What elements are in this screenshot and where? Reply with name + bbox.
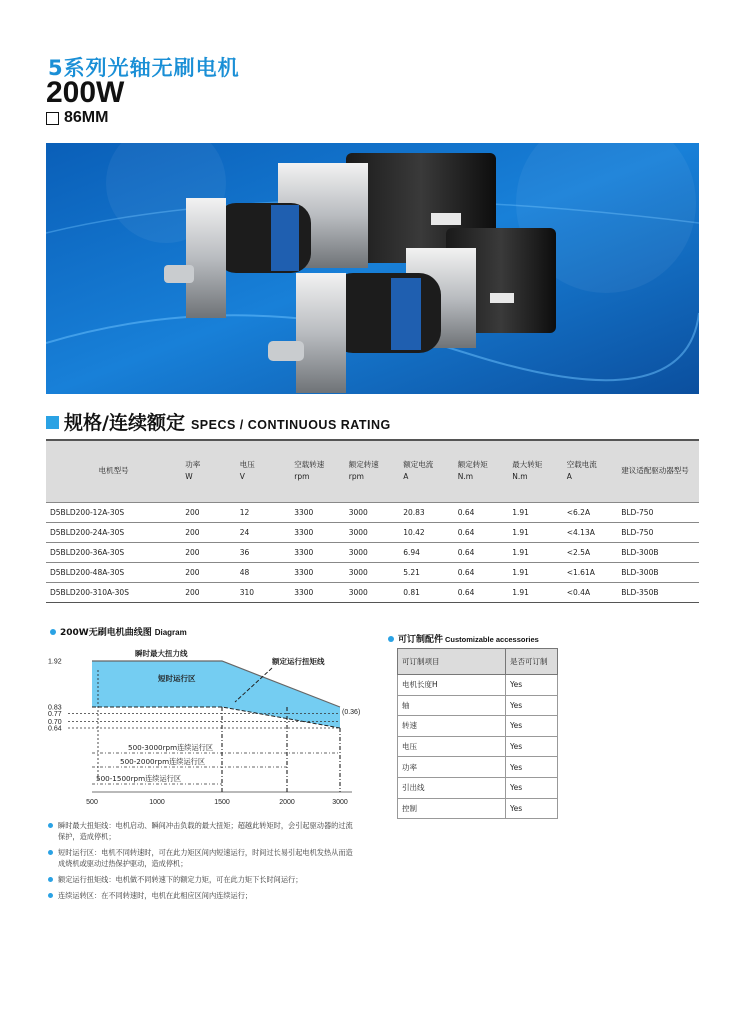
- bullet-icon: [388, 636, 394, 642]
- column-header-label: 建议适配驱动器型号: [621, 466, 689, 476]
- continuous-zone-label: 500-1500rpm连续运行区: [96, 774, 182, 783]
- specs-column-header: [508, 440, 563, 502]
- table-cell: BLD-300B: [617, 562, 699, 582]
- continuous-zone-label: 500-2000rpm连续运行区: [120, 757, 206, 766]
- x-tick-label: 500: [86, 799, 98, 806]
- table-cell: D5BLD200-24A-30S: [46, 522, 181, 542]
- accessories-table: [397, 648, 558, 819]
- column-header-unit: A: [566, 472, 572, 482]
- note-text: 短时运行区：电机不同转速时，可在此力矩区间内短速运行，时间过长易引起电机发热从而造成烧机或驱动过热保护驱动，造成停机；: [58, 848, 353, 868]
- max-torque-label: 瞬时最大扭力线: [135, 649, 188, 658]
- table-cell: 3000: [345, 502, 400, 522]
- table-cell: 功率: [398, 757, 506, 778]
- power-rating: 200W: [46, 76, 125, 109]
- y-tick-label: 0.70: [48, 718, 62, 726]
- table-cell: 电机长度H: [398, 675, 506, 696]
- table-cell: 3300: [290, 582, 345, 602]
- x-tick-label: 2000: [279, 799, 295, 806]
- table-cell: 0.64: [454, 562, 509, 582]
- note-text: 瞬时最大扭矩线：电机启动、瞬间冲击负载的最大扭矩；超越此转矩时，会引起驱动器的过流保护，造成停机；: [58, 821, 353, 841]
- short-time-area: [92, 661, 340, 728]
- table-cell: 1.91: [508, 542, 563, 562]
- table-cell: 0.64: [454, 542, 509, 562]
- column-header-unit: A: [403, 472, 409, 482]
- bullet-icon: [48, 893, 53, 898]
- table-cell: 200: [181, 582, 236, 602]
- table-row: [46, 582, 699, 602]
- table-cell: Yes: [506, 777, 558, 798]
- table-cell: D5BLD200-36A-30S: [46, 542, 181, 562]
- specs-title-cn: 规格/连续额定: [64, 412, 185, 434]
- table-cell: 3300: [290, 542, 345, 562]
- specs-column-header: [399, 440, 454, 502]
- table-cell: 310: [236, 582, 291, 602]
- table-cell: 0.64: [454, 582, 509, 602]
- section-marker-icon: [46, 416, 59, 429]
- table-cell: 12: [236, 502, 291, 522]
- rated-torque-label: 额定运行扭矩线: [272, 657, 325, 666]
- table-row: [46, 502, 699, 522]
- table-row: [398, 716, 558, 737]
- chart-title-en: Diagram: [154, 628, 187, 637]
- note-text: 连续运转区：在不同转速时，电机在此相应区间内连续运行；: [58, 891, 253, 900]
- table-cell: 引出线: [398, 777, 506, 798]
- y-tick-label: 1.92: [48, 658, 62, 666]
- table-row: [46, 562, 699, 582]
- table-cell: 3300: [290, 522, 345, 542]
- table-cell: 200: [181, 522, 236, 542]
- continuous-zone-label: 500-3000rpm连续运行区: [128, 743, 214, 752]
- table-cell: 转速: [398, 716, 506, 737]
- x-tick-label: 1000: [149, 799, 165, 806]
- column-header-label: 电压: [239, 460, 255, 470]
- table-cell: 200: [181, 542, 236, 562]
- note-text: 额定运行扭矩线：电机做不同转速下的额定力矩，可在此力矩下长时间运行；: [58, 875, 303, 884]
- table-cell: 36: [236, 542, 291, 562]
- specs-column-header: [563, 440, 618, 502]
- table-cell: BLD-300B: [617, 542, 699, 562]
- specs-column-header: [236, 440, 291, 502]
- table-cell: Yes: [506, 736, 558, 757]
- table-cell: 5.21: [399, 562, 454, 582]
- y-tick-label: 0.64: [48, 725, 62, 733]
- table-cell: 200: [181, 502, 236, 522]
- x-tick-label: 1500: [214, 799, 230, 806]
- column-header-unit: rpm: [348, 472, 364, 482]
- chart-title-cn: 200W无刷电机曲线图: [60, 628, 152, 638]
- note-item: [48, 874, 358, 885]
- table-cell: <4.13A: [563, 522, 618, 542]
- table-cell: 20.83: [399, 502, 454, 522]
- y-tick-label: 0.83: [48, 704, 62, 712]
- accessories-title: [388, 632, 539, 645]
- specs-column-header: [345, 440, 400, 502]
- table-cell: Yes: [506, 695, 558, 716]
- specs-header-row: [46, 440, 699, 502]
- table-cell: 1.91: [508, 522, 563, 542]
- table-cell: BLD-750: [617, 522, 699, 542]
- specs-column-header: [46, 440, 181, 502]
- chart-notes: [48, 820, 358, 906]
- table-row: [46, 522, 699, 542]
- bullet-icon: [48, 877, 53, 882]
- table-cell: 3000: [345, 522, 400, 542]
- specs-column-header: [181, 440, 236, 502]
- x-tick-label: 3000: [332, 799, 348, 806]
- table-row: [398, 777, 558, 798]
- table-cell: 0.64: [454, 522, 509, 542]
- table-cell: <1.61A: [563, 562, 618, 582]
- column-header-unit: V: [239, 472, 245, 482]
- product-photo: [46, 143, 699, 394]
- specs-section-title: [46, 408, 391, 435]
- note-item: [48, 820, 358, 842]
- specs-table: [46, 439, 699, 603]
- table-cell: 3000: [345, 542, 400, 562]
- table-cell: 1.91: [508, 502, 563, 522]
- table-cell: D5BLD200-12A-30S: [46, 502, 181, 522]
- frame-size-label: 86MM: [64, 109, 109, 126]
- column-header-unit: N.m: [457, 472, 474, 482]
- table-cell: D5BLD200-48A-30S: [46, 562, 181, 582]
- table-cell: 控制: [398, 798, 506, 819]
- table-cell: 1.91: [508, 582, 563, 602]
- table-cell: 3000: [345, 562, 400, 582]
- column-header-label: 功率: [185, 460, 201, 470]
- table-cell: Yes: [506, 675, 558, 696]
- table-cell: BLD-750: [617, 502, 699, 522]
- bullet-icon: [48, 823, 53, 828]
- accessories-header-row: [398, 649, 558, 675]
- short-time-zone-label: 短时运行区: [158, 674, 196, 683]
- table-cell: 0.81: [399, 582, 454, 602]
- torque-speed-chart: [40, 640, 370, 810]
- table-cell: 24: [236, 522, 291, 542]
- table-cell: 3300: [290, 562, 345, 582]
- specs-column-header: [617, 440, 699, 502]
- column-header-label: 额定转速: [348, 460, 379, 470]
- specs-column-header: [290, 440, 345, 502]
- specs-title-en: SPECS / CONTINUOUS RATING: [190, 418, 391, 432]
- table-cell: Yes: [506, 757, 558, 778]
- table-cell: 10.42: [399, 522, 454, 542]
- table-cell: 3300: [290, 502, 345, 522]
- accessories-title-en: Customizable accessories: [445, 635, 539, 644]
- table-cell: 电压: [398, 736, 506, 757]
- column-header-label: 空载转速: [294, 460, 325, 470]
- column-header-label: 电机型号: [98, 466, 129, 476]
- table-cell: 6.94: [399, 542, 454, 562]
- table-row: [46, 542, 699, 562]
- accessories-title-cn: 可订制配件: [398, 635, 444, 645]
- table-cell: <0.4A: [563, 582, 618, 602]
- table-cell: Yes: [506, 798, 558, 819]
- column-header-label: 空载电流: [566, 460, 597, 470]
- table-cell: D5BLD200-310A-30S: [46, 582, 181, 602]
- table-row: [398, 798, 558, 819]
- note-item: [48, 847, 358, 869]
- frame-size: [46, 109, 108, 127]
- product-series-title: 5系列光轴无刷电机: [48, 56, 240, 80]
- table-row: [398, 736, 558, 757]
- end-value-label: (0.36): [342, 709, 361, 716]
- bullet-icon: [48, 850, 53, 855]
- table-cell: 1.91: [508, 562, 563, 582]
- table-row: [398, 675, 558, 696]
- specs-column-header: [454, 440, 509, 502]
- table-cell: <6.2A: [563, 502, 618, 522]
- table-cell: <2.5A: [563, 542, 618, 562]
- column-header-unit: rpm: [294, 472, 310, 482]
- square-icon: [46, 112, 59, 125]
- column-header-label: 额定电流: [403, 460, 434, 470]
- column-header-unit: W: [185, 472, 193, 482]
- table-row: [398, 695, 558, 716]
- column-header-unit: N.m: [512, 472, 528, 482]
- table-cell: 0.64: [454, 502, 509, 522]
- table-cell: 轴: [398, 695, 506, 716]
- chart-title: [50, 625, 187, 638]
- table-cell: Yes: [506, 716, 558, 737]
- table-row: [398, 757, 558, 778]
- column-header-label: 最大转矩: [512, 460, 543, 470]
- y-tick-label: 0.77: [48, 711, 62, 719]
- table-cell: 48: [236, 562, 291, 582]
- bullet-icon: [50, 629, 56, 635]
- table-cell: 200: [181, 562, 236, 582]
- table-cell: 3000: [345, 582, 400, 602]
- note-item: [48, 890, 358, 901]
- table-cell: BLD-350B: [617, 582, 699, 602]
- column-header-label: 额定转矩: [457, 460, 488, 470]
- accessories-column-header: 可订制项目: [398, 649, 506, 675]
- accessories-column-header: 是否可订制: [506, 649, 558, 675]
